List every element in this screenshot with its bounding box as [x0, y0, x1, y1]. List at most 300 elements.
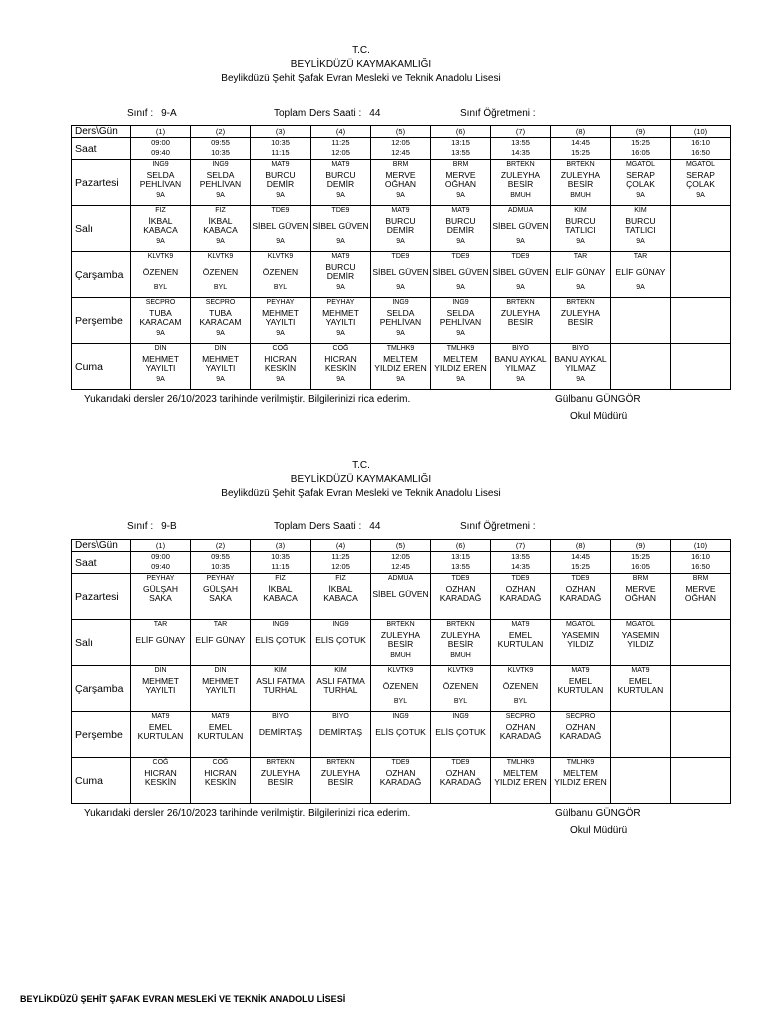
teacher-wrap	[371, 353, 430, 375]
teacher-wrap	[491, 215, 550, 237]
teacher-name: ZULEYHA BESİR	[380, 630, 421, 649]
teacher-name: DEMİRTAŞ	[318, 726, 363, 737]
period-start: 16:10	[691, 138, 710, 147]
class-group	[371, 605, 430, 614]
lesson-code: BRTEKN	[566, 161, 595, 168]
teacher-name: BURCU DEMİR	[265, 170, 296, 189]
teacher-name: MERVE OĞHAN	[684, 584, 717, 603]
lesson-code: FİZ	[275, 575, 286, 582]
lesson-code: TAR	[573, 253, 588, 260]
lesson-cell	[251, 712, 311, 758]
teacher-name: GÜLŞAH SAKA	[203, 584, 238, 603]
teacher-wrap	[311, 261, 370, 283]
class-group	[131, 651, 190, 660]
class-group	[671, 237, 730, 246]
lesson-cell	[191, 620, 251, 666]
teacher-name: MEHMET YAYILTI	[322, 308, 359, 327]
teacher-name: SİBEL GÜVEN	[372, 266, 429, 277]
lesson-code: BRTEKN	[326, 759, 355, 766]
period-end: 14:35	[511, 562, 530, 571]
lesson-cell	[131, 666, 191, 712]
teacher-name: İKBAL KABACA	[143, 216, 178, 235]
lesson-cell	[551, 252, 611, 298]
lesson-cell	[251, 344, 311, 390]
lesson-code: MAT9	[391, 207, 410, 214]
lesson-cell	[311, 712, 371, 758]
class-group	[491, 329, 550, 338]
teacher-name: HICRAN KESKİN	[204, 768, 237, 787]
lesson-code: TDE9	[391, 759, 410, 766]
class-info	[127, 108, 177, 119]
lesson-code	[611, 298, 670, 307]
period-number: (4)	[311, 540, 371, 552]
lesson-code: TDE9	[391, 253, 410, 260]
lesson-code: FİZ	[155, 207, 166, 214]
teacher-wrap	[551, 767, 610, 789]
teacher-name: MELTEM YILDIZ EREN	[374, 354, 427, 373]
lesson-cell	[191, 758, 251, 804]
teacher-name: ZULEYHA BESİR	[260, 768, 301, 787]
teacher-name: ZULEYHA BESİR	[500, 308, 541, 327]
teacher-wrap	[611, 215, 670, 237]
teacher-name: ÖZENEN	[502, 680, 539, 691]
teacher-name: DEMİRTAŞ	[258, 726, 303, 737]
period-number: (4)	[311, 126, 371, 138]
footer-note: Yukarıdaki dersler 26/10/2023 tarihinde verilmiştir. Bilgilerinizi rica ederim.	[84, 808, 411, 819]
teacher-wrap	[551, 307, 610, 329]
lesson-cell	[131, 712, 191, 758]
lesson-cell	[251, 206, 311, 252]
teacher-name: MEHMET YAYILTI	[142, 676, 179, 695]
lesson-code: BİYO	[572, 345, 589, 352]
lesson-cell	[611, 620, 671, 666]
class-group: BYL	[453, 698, 468, 705]
lesson-code	[671, 298, 730, 307]
lesson-code: BRTEKN	[386, 621, 415, 628]
lesson-cell	[191, 160, 251, 206]
teacher-name: İKBAL KABACA	[203, 216, 238, 235]
teacher-info	[460, 108, 536, 119]
teacher-wrap	[131, 629, 190, 651]
hours-label: Toplam Ders Saati :	[274, 521, 362, 532]
teacher-wrap	[491, 675, 550, 697]
lesson-cell	[371, 712, 431, 758]
class-group	[131, 605, 190, 614]
teacher-wrap	[431, 261, 490, 283]
lesson-cell	[311, 758, 371, 804]
teacher-wrap	[371, 169, 430, 191]
period-start: 11:25	[331, 138, 350, 147]
teacher-wrap	[371, 307, 430, 329]
period-start: 15:25	[631, 552, 650, 561]
lesson-cell	[131, 160, 191, 206]
class-teacher-label: Sınıf Öğretmeni :	[460, 108, 536, 119]
teacher-name: SİBEL GÜVEN	[492, 220, 549, 231]
lesson-cell	[491, 758, 551, 804]
lesson-code: TMLHK9	[566, 759, 595, 766]
class-group	[671, 375, 730, 384]
lesson-code: İNG9	[452, 713, 469, 720]
footer-note: Yukarıdaki dersler 26/10/2023 tarihinde verilmiştir. Bilgilerinizi rica ederim.	[84, 394, 411, 405]
time-label: Saat	[72, 138, 131, 160]
lesson-code: MGATÖL	[685, 161, 716, 168]
lesson-cell	[431, 252, 491, 298]
teacher-wrap	[191, 169, 250, 191]
lesson-code: KİM	[634, 207, 647, 214]
lesson-code: MAT9	[331, 161, 350, 168]
lesson-code	[671, 712, 730, 721]
lesson-code: TDE9	[451, 253, 470, 260]
teacher-wrap	[491, 169, 550, 191]
teacher-wrap	[491, 353, 550, 375]
lesson-code: MAT9	[571, 667, 590, 674]
teacher-wrap	[371, 583, 430, 605]
lesson-cell	[431, 758, 491, 804]
lesson-code: İNG9	[332, 621, 349, 628]
period-number: (5)	[371, 540, 431, 552]
lesson-code: MAT9	[331, 253, 350, 260]
lesson-cell	[671, 344, 731, 390]
period-start: 14:45	[571, 138, 590, 147]
class-group	[551, 329, 610, 338]
header-school: Beylikdüzü Şehit Şafak Evran Mesleki ve Teknik Anadolu Lisesi	[221, 488, 501, 499]
class-group: BYL	[393, 698, 408, 705]
lesson-code: ADMUA	[507, 207, 534, 214]
class-group: 9A	[156, 238, 165, 245]
lesson-code: KİM	[574, 207, 587, 214]
lesson-code: BRM	[452, 161, 469, 168]
class-group	[551, 697, 610, 706]
lesson-cell	[371, 206, 431, 252]
lesson-code: SECPRO	[505, 713, 536, 720]
class-group: 9A	[636, 284, 645, 291]
lesson-cell	[131, 620, 191, 666]
teacher-wrap	[611, 721, 670, 743]
lesson-code: MAT9	[151, 713, 170, 720]
class-group: BYL	[513, 698, 528, 705]
class-group	[371, 743, 430, 752]
lesson-cell	[671, 298, 731, 344]
teacher-name: ÖZENEN	[202, 266, 239, 277]
lesson-cell	[371, 620, 431, 666]
teacher-wrap	[611, 261, 670, 283]
class-group	[251, 789, 310, 798]
teacher-wrap	[671, 215, 730, 237]
period-start: 12:05	[391, 552, 410, 561]
period-end: 15:25	[571, 562, 590, 571]
teacher-wrap	[611, 629, 670, 651]
lesson-code: BİYO	[512, 345, 529, 352]
teacher-wrap	[191, 767, 250, 789]
teacher-wrap	[671, 307, 730, 329]
class-group: 9A	[336, 192, 345, 199]
teacher-wrap	[491, 721, 550, 743]
lesson-code: MAT9	[511, 621, 530, 628]
day-name: Salı	[72, 620, 131, 666]
lesson-cell	[371, 666, 431, 712]
teacher-wrap	[311, 583, 370, 605]
lesson-code: ADMUA	[387, 575, 414, 582]
teacher-name: MEHMET YAYILTI	[202, 354, 239, 373]
teacher-name: SELDA PEHLİVAN	[139, 170, 182, 189]
class-group: 9A	[276, 192, 285, 199]
teacher-name: ÖZENEN	[382, 680, 419, 691]
time-row	[72, 552, 731, 574]
teacher-wrap	[311, 629, 370, 651]
teacher-name: EMEL KURTULAN	[617, 676, 664, 695]
teacher-name: MELTEM YILDIZ EREN	[494, 768, 547, 787]
teacher-wrap	[311, 215, 370, 237]
lesson-code: SECPRO	[205, 299, 236, 306]
lesson-code: İNG9	[392, 713, 409, 720]
class-group: BMUH	[390, 652, 411, 659]
class-group: 9A	[576, 238, 585, 245]
teacher-name: OZHAN KARADAĞ	[439, 584, 482, 603]
hours-info	[274, 108, 380, 119]
teacher-wrap	[491, 307, 550, 329]
class-group: 9A	[636, 192, 645, 199]
period-time	[671, 138, 731, 160]
lesson-cell	[371, 758, 431, 804]
header-district: BEYLİKDÜZÜ KAYMAKAMLIĞI	[290, 59, 432, 70]
period-end: 11:15	[271, 562, 290, 571]
lesson-cell	[191, 712, 251, 758]
teacher-name: İKBAL KABACA	[323, 584, 358, 603]
period-start: 10:35	[271, 552, 290, 561]
period-time	[131, 138, 191, 160]
teacher-wrap	[191, 629, 250, 651]
period-start: 13:15	[451, 552, 470, 561]
lesson-code: İNG9	[392, 299, 409, 306]
lesson-cell	[191, 206, 251, 252]
lesson-code: TAR	[213, 621, 228, 628]
period-number: (2)	[191, 126, 251, 138]
class-group: 9A	[516, 238, 525, 245]
teacher-wrap	[371, 215, 430, 237]
lesson-cell	[431, 666, 491, 712]
period-end: 09:40	[151, 148, 170, 157]
teacher-name: BURCU TATLICI	[565, 216, 596, 235]
period-end: 16:05	[631, 562, 650, 571]
period-number: (6)	[431, 540, 491, 552]
class-group: 9A	[516, 284, 525, 291]
teacher-wrap	[191, 261, 250, 283]
teacher-name: OZHAN KARADAĞ	[379, 768, 422, 787]
lesson-code: KLVTK9	[507, 667, 534, 674]
lesson-code: SECPRO	[565, 713, 596, 720]
teacher-name: SELDA PEHLİVAN	[439, 308, 482, 327]
lesson-cell	[191, 344, 251, 390]
period-end: 13:55	[451, 562, 470, 571]
period-time	[251, 552, 311, 574]
teacher-wrap	[491, 629, 550, 651]
teacher-name: BANU AYKAL YILMAZ	[554, 354, 607, 373]
lesson-code: PEYHAY	[326, 299, 355, 306]
day-name: Pazartesi	[72, 574, 131, 620]
lesson-code: TDE9	[331, 207, 350, 214]
teacher-name: BURCU DEMİR	[325, 170, 356, 189]
teacher-wrap	[311, 675, 370, 697]
lesson-cell	[611, 206, 671, 252]
teacher-wrap	[191, 583, 250, 605]
teacher-wrap	[251, 215, 310, 237]
teacher-name: ELİF GÜNAY	[195, 634, 246, 645]
lesson-cell	[311, 620, 371, 666]
class-group: 9A	[396, 330, 405, 337]
class-group: 9A	[276, 330, 285, 337]
day-row	[72, 712, 731, 758]
class-group	[551, 605, 610, 614]
lesson-cell	[611, 574, 671, 620]
period-time	[191, 138, 251, 160]
teacher-wrap	[551, 583, 610, 605]
lesson-cell	[671, 574, 731, 620]
teacher-name: BURCU DEMİR	[385, 216, 416, 235]
lesson-cell	[491, 206, 551, 252]
teacher-name: ELİS ÇOTUK	[255, 634, 306, 645]
class-group	[311, 697, 370, 706]
teacher-name: MEHMET YAYILTI	[142, 354, 179, 373]
class-info	[127, 521, 177, 532]
teacher-wrap	[251, 169, 310, 191]
lesson-cell	[551, 758, 611, 804]
teacher-wrap	[191, 215, 250, 237]
teacher-wrap	[131, 675, 190, 697]
lesson-code: KİM	[334, 667, 347, 674]
teacher-name: OZHAN KARADAĞ	[499, 722, 542, 741]
lesson-cell	[611, 298, 671, 344]
class-group	[551, 743, 610, 752]
class-group: BMUH	[450, 652, 471, 659]
teacher-wrap	[611, 307, 670, 329]
class-label: Sınıf :	[127, 521, 154, 532]
teacher-name: MEHMET YAYILTI	[262, 308, 299, 327]
teacher-name: EMEL KURTULAN	[497, 630, 544, 649]
teacher-name: ÖZENEN	[442, 680, 479, 691]
lesson-cell	[491, 666, 551, 712]
lesson-code: FİZ	[335, 575, 346, 582]
teacher-wrap	[191, 353, 250, 375]
day-row	[72, 252, 731, 298]
class-group	[191, 651, 250, 660]
period-number: (7)	[491, 540, 551, 552]
class-group: 9A	[576, 376, 585, 383]
lesson-cell	[551, 206, 611, 252]
lesson-cell	[371, 344, 431, 390]
lesson-code: MAT9	[631, 667, 650, 674]
lesson-cell	[311, 252, 371, 298]
lesson-cell	[551, 344, 611, 390]
period-number: (7)	[491, 126, 551, 138]
lesson-cell	[371, 252, 431, 298]
lesson-cell	[311, 666, 371, 712]
teacher-name: EMEL KURTULAN	[197, 722, 244, 741]
period-number: (6)	[431, 126, 491, 138]
class-group: 9A	[336, 330, 345, 337]
lesson-code: KLVTK9	[267, 253, 294, 260]
class-group: 9A	[216, 192, 225, 199]
day-row	[72, 666, 731, 712]
lesson-cell	[671, 206, 731, 252]
class-group	[251, 697, 310, 706]
lesson-cell	[611, 666, 671, 712]
teacher-wrap	[671, 353, 730, 375]
teacher-wrap	[131, 261, 190, 283]
teacher-name: EMEL KURTULAN	[137, 722, 184, 741]
teacher-wrap	[311, 307, 370, 329]
lesson-code: TDE9	[571, 575, 590, 582]
lesson-code: TDE9	[511, 253, 530, 260]
lesson-cell	[431, 620, 491, 666]
lesson-cell	[611, 252, 671, 298]
lesson-cell	[611, 344, 671, 390]
teacher-name: OZHAN KARADAĞ	[439, 768, 482, 787]
teacher-wrap	[431, 307, 490, 329]
class-group	[491, 743, 550, 752]
lesson-code: COĞ	[272, 345, 289, 352]
lesson-code: KLVTK9	[207, 253, 234, 260]
teacher-name: SERAP ÇOLAK	[686, 170, 715, 189]
day-row	[72, 160, 731, 206]
class-group: 9A	[216, 330, 225, 337]
lesson-code: PEYHAY	[146, 575, 175, 582]
lesson-cell	[251, 758, 311, 804]
period-time	[371, 138, 431, 160]
lesson-cell	[551, 712, 611, 758]
corner-label: Ders\Gün	[72, 126, 131, 138]
period-number: (10)	[671, 540, 731, 552]
period-time	[251, 138, 311, 160]
teacher-wrap	[431, 169, 490, 191]
teacher-wrap	[551, 215, 610, 237]
lesson-cell	[191, 574, 251, 620]
teacher-name: BURCU DEMİR	[325, 262, 356, 281]
lesson-cell	[671, 620, 731, 666]
period-end: 11:15	[271, 148, 290, 157]
class-group: BYL	[273, 284, 288, 291]
period-number: (2)	[191, 540, 251, 552]
class-label: Sınıf :	[127, 108, 154, 119]
lesson-cell	[311, 160, 371, 206]
class-group: 9A	[276, 238, 285, 245]
lesson-cell	[131, 574, 191, 620]
lesson-cell	[671, 712, 731, 758]
day-name: Çarşamba	[72, 252, 131, 298]
class-group	[611, 651, 670, 660]
teacher-wrap	[431, 767, 490, 789]
period-number: (9)	[611, 540, 671, 552]
class-group	[191, 697, 250, 706]
lesson-code: PEYHAY	[206, 575, 235, 582]
period-start: 13:15	[451, 138, 470, 147]
teacher-wrap	[551, 675, 610, 697]
teacher-name: BURCU DEMİR	[445, 216, 476, 235]
lesson-code	[611, 712, 670, 721]
class-group: 9A	[456, 376, 465, 383]
teacher-wrap	[491, 583, 550, 605]
lesson-code: BRTEKN	[266, 759, 295, 766]
corner-label: Ders\Gün	[72, 540, 131, 552]
timetable	[71, 539, 731, 804]
header-country: T.C.	[352, 460, 370, 471]
period-time	[611, 138, 671, 160]
lesson-code: BRTEKN	[506, 161, 535, 168]
teacher-name: MERVE OĞHAN	[384, 170, 417, 189]
lesson-code: TAR	[633, 253, 648, 260]
lesson-cell	[311, 574, 371, 620]
lesson-code: BRM	[632, 575, 649, 582]
period-time	[431, 552, 491, 574]
